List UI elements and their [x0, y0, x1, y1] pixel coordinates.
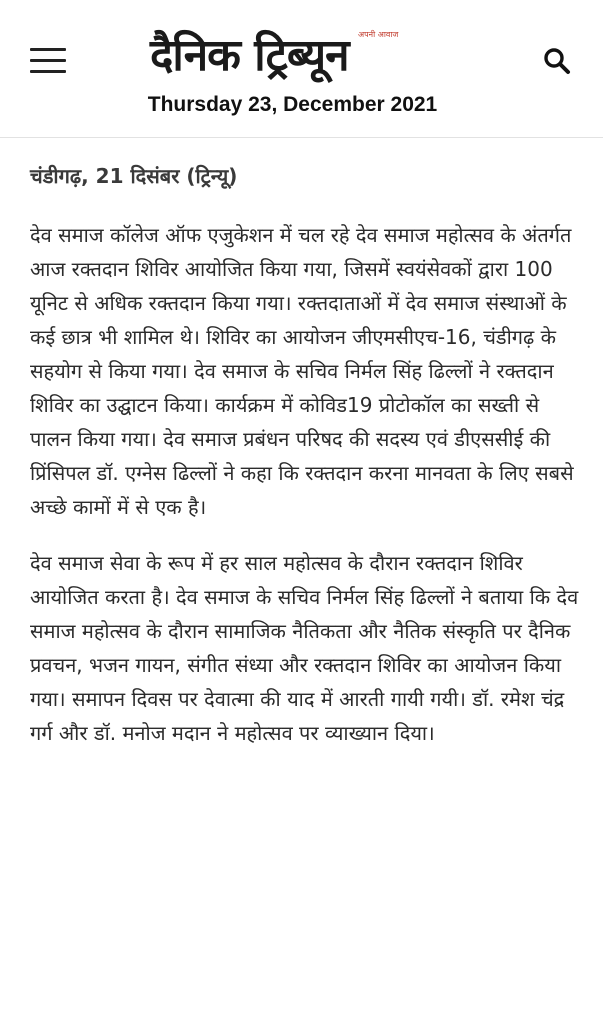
article-dateline: चंडीगढ़, 21 दिसंबर (ट्रिन्यू) [30, 164, 238, 188]
menu-bar-bottom [30, 70, 66, 73]
site-header [0, 0, 603, 138]
logo-text: दैनिक ट्रिब्यून [150, 30, 349, 81]
menu-bar-middle [30, 59, 66, 62]
hamburger-menu-icon[interactable] [30, 48, 66, 74]
logo-tagline: अपनी आवाज [358, 30, 399, 39]
menu-bar-top [30, 48, 66, 51]
article-paragraph: देव समाज सेवा के रूप में हर साल महोत्सव के दौरान रक्तदान शिविर आयोजित करता है। देव समाज के सचिव निर्मल सिंह ढिल्लों ने बताया कि देव समाज महोत्सव के दौरान सामाजिक नैतिकता और नैतिक संस्कृति पर दैनिक प्रवचन, भजन गायन, संगीत संध्या और रक्तदान शिविर का आयोजन किया गया। समापन दिवस पर देवात्मा की याद में आरती गायी गयी। डॉ. रमेश चंद्र गर्ग और डॉ. मनोज मदान ने महोत्सव पर व्याख्यान दिया। [30, 551, 579, 745]
search-icon[interactable] [542, 46, 572, 76]
article-paragraph: देव समाज कॉलेज ऑफ एजुकेशन में चल रहे देव समाज महोत्सव के अंतर्गत आज रक्तदान शिविर आयोजित किया गया, जिसमें स्वयंसेवकों द्वारा 100 यूनिट से अधिक रक्तदान किया गया। रक्तदाताओं में देव समाज संस्थाओं के कई छात्र भी शामिल थे। शिविर का आयोजन जीएमसीएच-16, चंडीगढ़ के सहयोग से किया गया। देव समाज के सचिव निर्मल सिंह ढिल्लों ने रक्तदान शिविर का उद्घाटन किया। कार्यक्रम में कोविड19 प्रोटोकॉल का सख्ती से पालन किया गया। देव समाज प्रबंधन परिषद की सदस्य एवं डीएससीई की प्रिंसिपल डॉ. एग्नेस ढिल्लों ने कहा कि रक्तदान करना मानवता के लिए सबसे अच्छे कामों में से एक है। [30, 223, 574, 519]
article-body [30, 158, 582, 772]
site-logo[interactable] [150, 26, 420, 88]
edition-date: Thursday 23, December 2021 [147, 93, 438, 116]
